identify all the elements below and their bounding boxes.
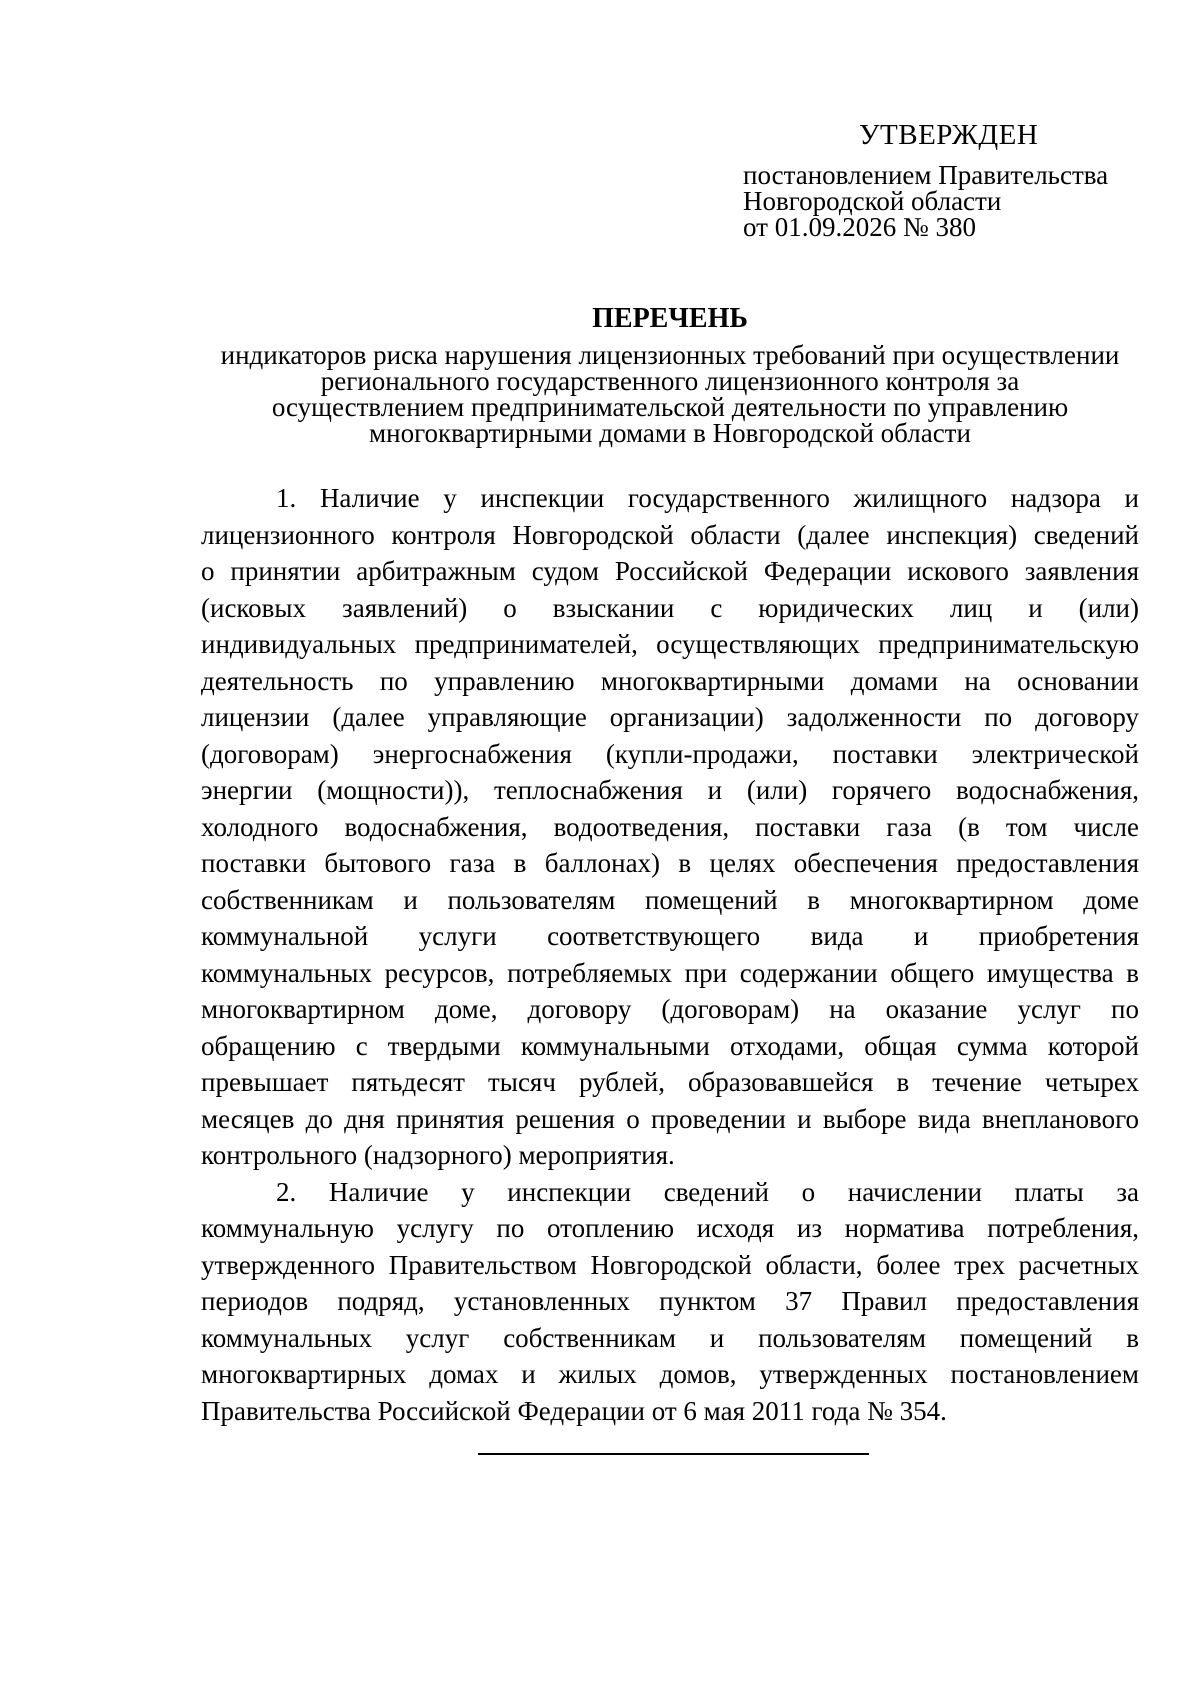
paragraph-line: лицензионного контроля Новгородской области (далее инспекция) сведений — [201, 519, 1139, 550]
approval-stamp — [743, 118, 1163, 240]
paragraph-line: энергии (мощности)), теплоснабжения и (или) горячего водоснабжения, — [201, 775, 1139, 805]
paragraph-1 — [201, 480, 1139, 1174]
approval-lines — [743, 162, 1163, 240]
paragraph-line: коммунальных услуг собственникам и пользователям помещений в — [201, 1322, 1139, 1353]
paragraph-line: коммунальной услуги соответствующего вида и приобретения — [201, 921, 1139, 951]
subtitle-line: регионального государственного лицензионного контроля за — [320, 366, 1020, 396]
paragraph-line: 2. Наличие у инспекции сведений о начислении платы за — [276, 1176, 1139, 1207]
paragraph-line: (исковых заявлений) о взыскании с юридических лиц и (или) — [201, 592, 1139, 623]
subtitle-line: осуществлением предпринимательской деятельности по управлению — [271, 392, 1069, 422]
paragraph-line: Правительства Российской Федерации от 6 мая 2011 года № 354. — [201, 1395, 947, 1426]
paragraph-line: многоквартирных домах и жилых домов, утвержденных постановлением — [201, 1359, 1139, 1389]
paragraph-line: индивидуальных предпринимателей, осуществляющих предпринимательскую — [201, 629, 1139, 659]
approval-heading: УТВЕРЖДЕН — [859, 119, 1039, 151]
paragraph-line: контрольного (надзорного) мероприятия. — [201, 1140, 675, 1170]
approval-line-region: Новгородской области — [743, 186, 1002, 216]
paragraph-line: собственникам и пользователям помещений в многоквартирном доме — [201, 884, 1139, 915]
paragraph-line: деятельность по управлению многоквартирными домами на основании — [201, 665, 1139, 696]
paragraph-line: 1. Наличие у инспекции государственного жилищного надзора и — [276, 483, 1139, 513]
document-subtitle — [200, 342, 1140, 446]
paragraph-line: утвержденного Правительством Новгородской области, более трех расчетных — [201, 1249, 1139, 1280]
paragraph-line: превышает пятьдесят тысяч рублей, образовавшейся в течение четырех — [201, 1067, 1139, 1097]
document-title: ПЕРЕЧЕНЬ — [592, 303, 748, 334]
paragraph-line: поставки бытового газа в баллонах) в целях обеспечения предоставления — [201, 848, 1139, 878]
paragraph-line: периодов подряд, установленных пунктом 37 Правил предоставления — [201, 1286, 1139, 1316]
paragraph-line: о принятии арбитражным судом Российской Федерации искового заявления — [201, 556, 1139, 586]
paragraph-line: многоквартирном доме, договору (договорам) на оказание услуг по — [201, 994, 1139, 1024]
paragraph-line: обращению с твердыми коммунальными отходами, общая сумма которой — [201, 1030, 1139, 1061]
approval-line-date-number: от 01.09.2026 № 380 — [743, 212, 976, 242]
document-body — [201, 480, 1139, 1429]
paragraph-line: коммунальную услугу по отоплению исходя из норматива потребления, — [201, 1213, 1139, 1243]
paragraph-line: холодного водоснабжения, водоотведения, поставки газа (в том числе — [201, 811, 1139, 842]
paragraph-line: (договорам) энергоснабжения (купли-продажи, поставки электрической — [201, 738, 1139, 769]
subtitle-line: многоквартирными домами в Новгородской области — [369, 418, 971, 448]
paragraph-line: месяцев до дня принятия решения о проведении и выборе вида внепланового — [201, 1103, 1139, 1134]
paragraph-line: лицензии (далее управляющие организации) задолженности по договору — [201, 702, 1139, 732]
paragraph-line: коммунальных ресурсов, потребляемых при содержании общего имущества в — [201, 957, 1139, 988]
paragraph-2 — [201, 1174, 1139, 1430]
approval-line-resolution: постановлением Правительства — [743, 160, 1109, 190]
subtitle-line: индикаторов риска нарушения лицензионных требований при осуществлении — [220, 340, 1120, 370]
closing-divider — [478, 1453, 869, 1455]
